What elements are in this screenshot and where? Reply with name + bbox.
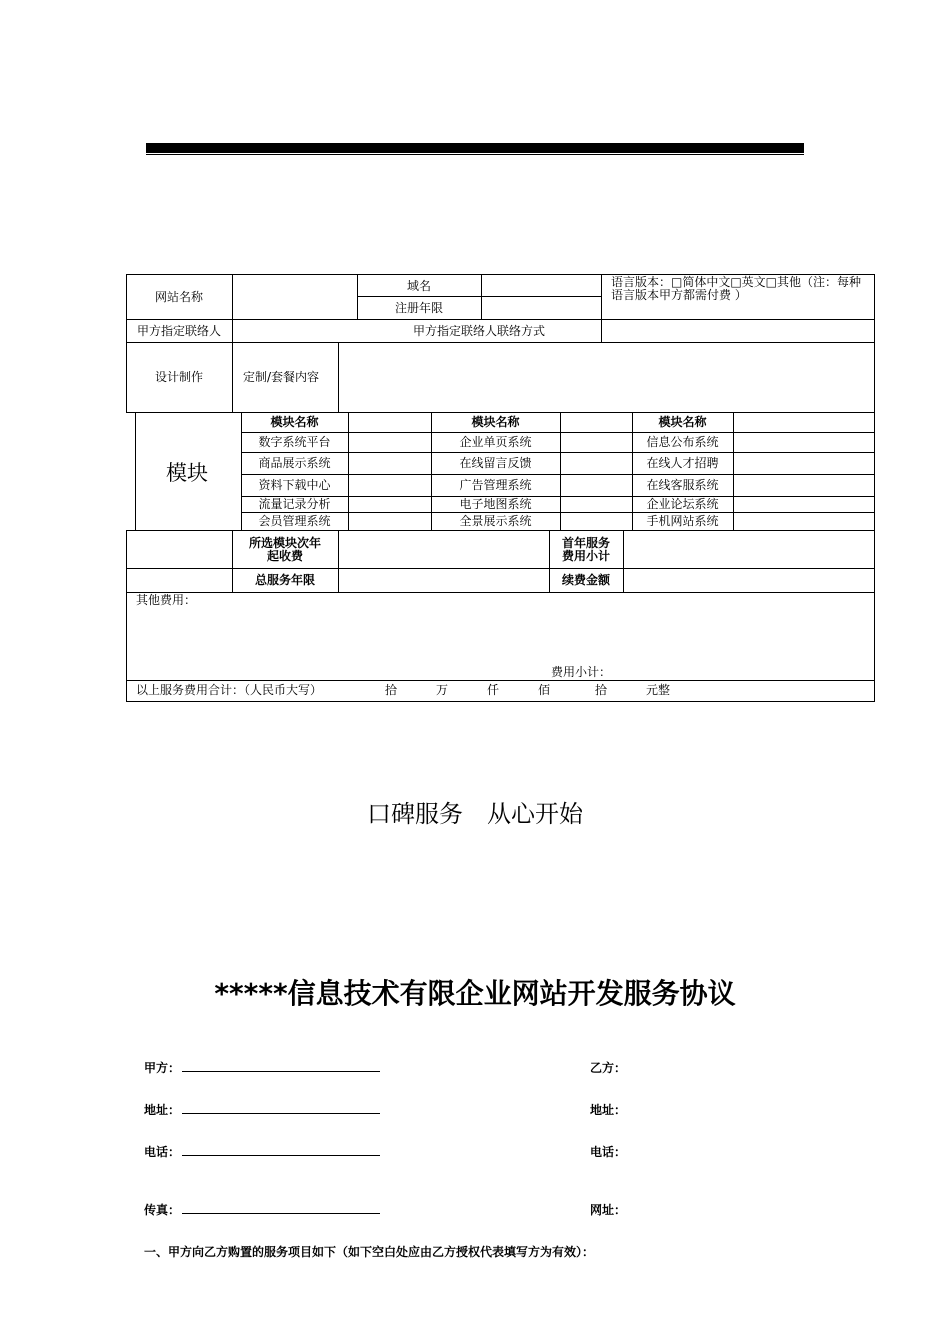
language-version-label: 语言版本：□简体中文□英文□其他（注：每种语言版本甲方都需付费 ） xyxy=(611,275,862,302)
phone-b-label: 电话： xyxy=(590,1145,627,1159)
module-item: 商品展示系统 xyxy=(258,456,331,470)
contact-method-label: 甲方指定联络人联络方式 xyxy=(412,324,545,338)
address-a-label: 地址： xyxy=(144,1103,181,1117)
module-item: 企业单页系统 xyxy=(459,435,532,449)
module-header-2: 模块名称 xyxy=(471,415,520,429)
agreement-title: *****信息技术有限企业网站开发服务协议 xyxy=(214,977,736,1010)
unit-label: 仟 xyxy=(487,683,500,697)
party-a-blank xyxy=(182,1071,380,1072)
module-item: 在线人才招聘 xyxy=(646,456,719,470)
module-item: 信息公布系统 xyxy=(646,435,719,449)
module-item: 手机网站系统 xyxy=(646,514,719,528)
section-one-heading: 一、甲方向乙方购置的服务项目如下（如下空白处应由乙方授权代表填写方为有效）： xyxy=(144,1245,595,1259)
website-b-label: 网址： xyxy=(590,1203,627,1217)
module-item: 全景展示系统 xyxy=(459,514,532,528)
slogan: 口碑服务 从心开始 xyxy=(367,800,583,828)
total-amount-label: 以上服务费用合计：（人民币大写） xyxy=(136,683,323,697)
total-service-years-label: 总服务年限 xyxy=(254,573,315,587)
site-name-label: 网站名称 xyxy=(154,290,203,304)
unit-label: 拾 xyxy=(595,683,608,697)
header-rule-thin xyxy=(146,154,804,155)
unit-label: 元整 xyxy=(646,683,671,697)
selected-module-fee-line2: 起收费 xyxy=(266,549,303,563)
contact-label: 甲方指定联络人 xyxy=(136,324,221,338)
phone-a-blank xyxy=(182,1155,380,1156)
domain-label: 域名 xyxy=(406,279,431,293)
fax-a-label: 传真： xyxy=(144,1203,181,1217)
header-rule xyxy=(146,143,804,153)
selected-module-fee-line1: 所选模块次年 xyxy=(248,536,321,550)
unit-label: 万 xyxy=(436,683,449,697)
first-year-line2: 费用小计 xyxy=(561,549,610,563)
reg-years-label: 注册年限 xyxy=(394,301,443,315)
design-label: 设计制作 xyxy=(154,370,203,384)
module-item: 资料下载中心 xyxy=(258,478,331,492)
module-item: 流量记录分析 xyxy=(258,497,331,511)
phone-a-label: 电话： xyxy=(144,1145,181,1159)
module-item: 数字系统平台 xyxy=(258,435,331,449)
module-item: 电子地图系统 xyxy=(459,497,532,511)
unit-label: 拾 xyxy=(385,683,398,697)
address-b-label: 地址： xyxy=(590,1103,627,1117)
module-header-3: 模块名称 xyxy=(658,415,707,429)
module-item: 在线留言反馈 xyxy=(459,456,532,470)
selected-module-fee-label xyxy=(232,537,338,563)
module-item: 在线客服系统 xyxy=(646,478,719,492)
first-year-line1: 首年服务 xyxy=(561,536,610,550)
module-header-1: 模块名称 xyxy=(270,415,319,429)
party-b-label: 乙方： xyxy=(590,1061,627,1075)
unit-label: 佰 xyxy=(538,683,551,697)
renewal-amount-label: 续费金额 xyxy=(561,573,610,587)
fax-a-blank xyxy=(182,1213,380,1214)
module-item: 企业论坛系统 xyxy=(646,497,719,511)
address-a-blank xyxy=(182,1113,380,1114)
module-item: 会员管理系统 xyxy=(258,514,331,528)
fee-subtotal-label: 费用小计： xyxy=(551,665,612,679)
module-item: 广告管理系统 xyxy=(459,478,532,492)
custom-package-label: 定制/套餐内容 xyxy=(243,370,320,384)
other-fees-label: 其他费用： xyxy=(136,593,197,607)
first-year-subtotal-label xyxy=(549,537,623,563)
module-section-title: 模块 xyxy=(166,461,208,485)
party-a-label: 甲方： xyxy=(144,1061,181,1075)
